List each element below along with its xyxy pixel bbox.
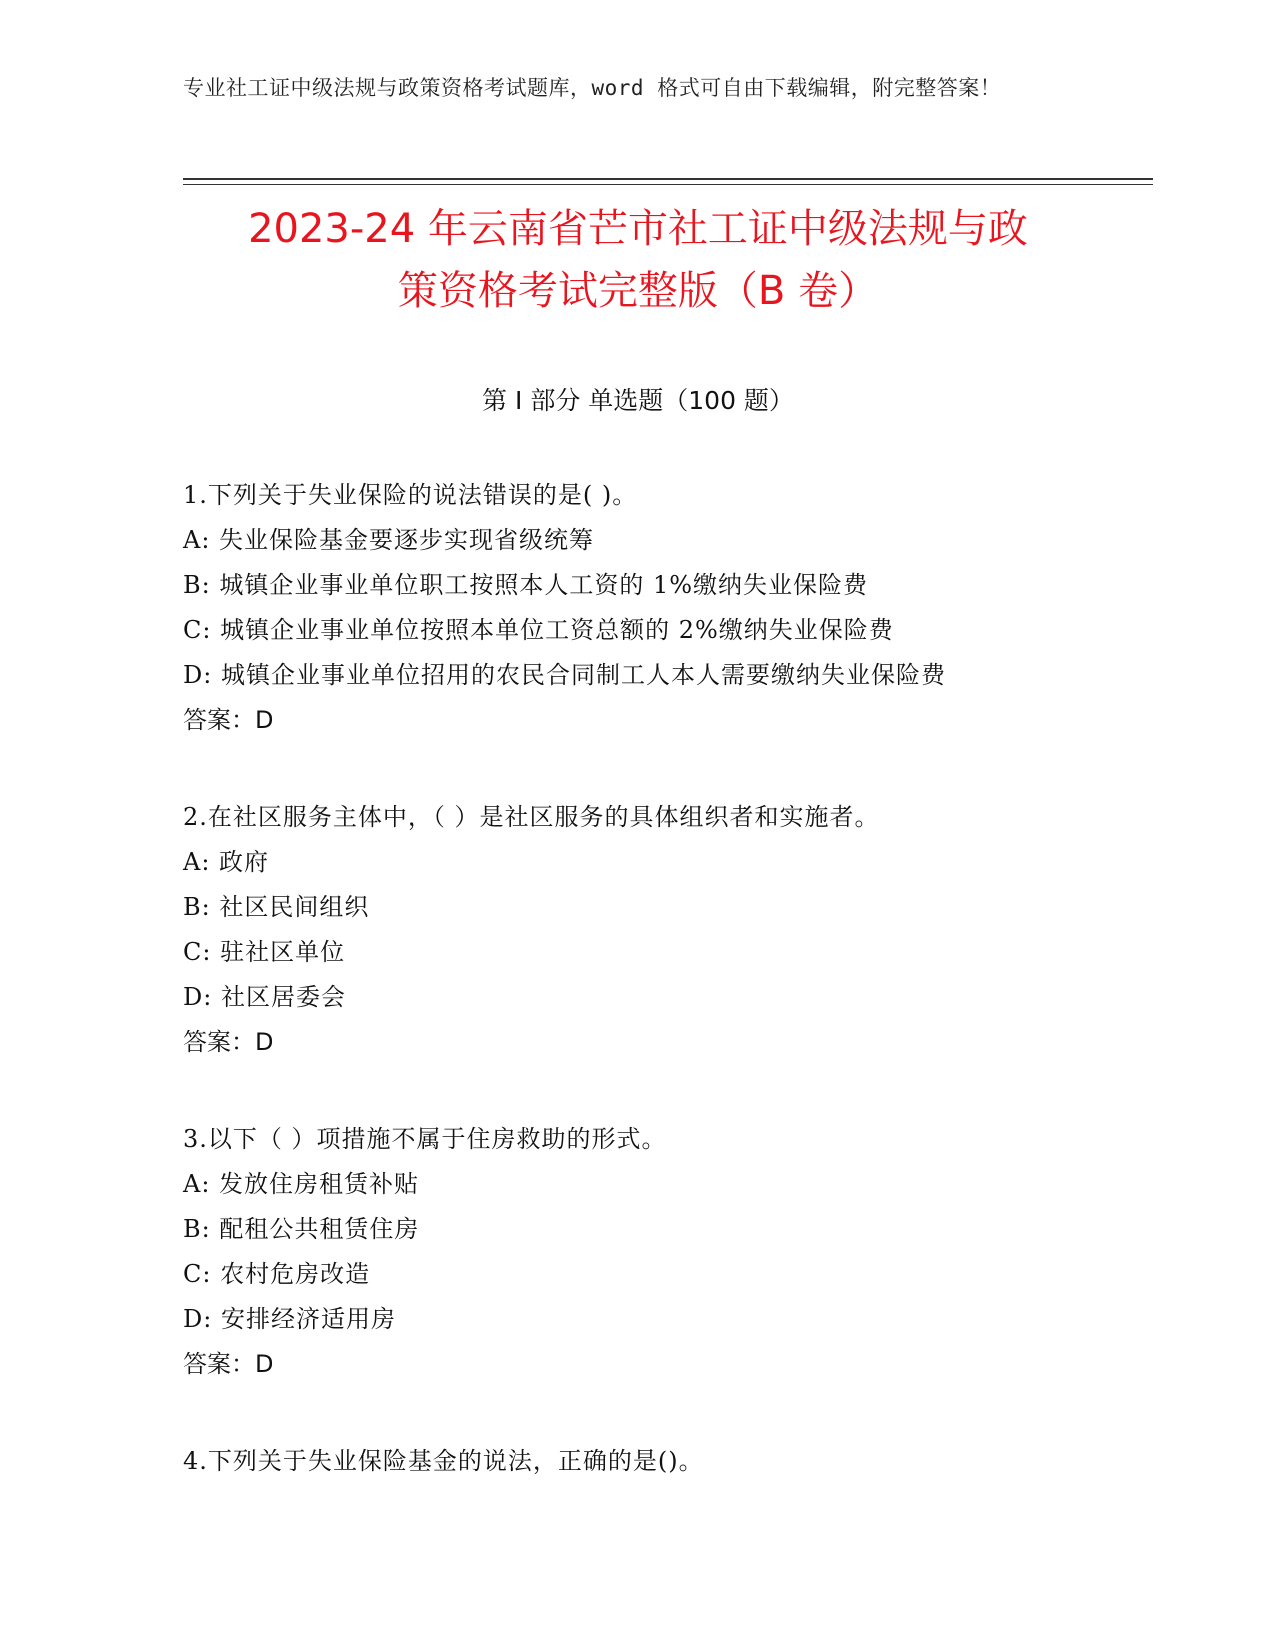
option-b: B: 社区民间组织 [183, 893, 370, 921]
option-b: B: 配租公共租赁住房 [183, 1215, 420, 1243]
section-title: 第 I 部分 单选题（100 题） [482, 386, 794, 415]
option-b: B: 城镇企业事业单位职工按照本人工资的 1%缴纳失业保险费 [183, 571, 869, 599]
header-divider-thin [183, 184, 1153, 185]
question-stem: 1.下列关于失业保险的说法错误的是( )。 [183, 481, 638, 509]
header-note: 专业社工证中级法规与政策资格考试题库，word 格式可自由下载编辑，附完整答案！ [183, 76, 1002, 100]
option-d: D: 安排经济适用房 [183, 1305, 396, 1333]
option-c: C: 农村危房改造 [183, 1260, 371, 1288]
option-a: A: 发放住房租赁补贴 [183, 1170, 420, 1198]
question-3 [183, 1117, 1143, 1387]
option-d: D: 城镇企业事业单位招用的农民合同制工人本人需要缴纳失业保险费 [183, 661, 946, 689]
option-c: C: 驻社区单位 [183, 938, 346, 966]
option-a: A: 失业保险基金要逐步实现省级统筹 [183, 526, 595, 554]
document-title-line-2: 策资格考试完整版（B 卷） [397, 268, 879, 314]
question-4 [183, 1439, 1143, 1484]
answer: 答案：D [183, 1350, 274, 1378]
question-stem: 3.以下（ ）项措施不属于住房救助的形式。 [183, 1125, 667, 1153]
option-a: A: 政府 [183, 848, 270, 876]
question-stem: 2.在社区服务主体中，（ ）是社区服务的具体组织者和实施者。 [183, 803, 880, 831]
answer: 答案：D [183, 1028, 274, 1056]
option-d: D: 社区居委会 [183, 983, 346, 1011]
question-list [183, 473, 1143, 1536]
option-c: C: 城镇企业事业单位按照本单位工资总额的 2%缴纳失业保险费 [183, 616, 894, 644]
document-title [183, 198, 1093, 322]
header-divider-thick [183, 178, 1153, 180]
question-stem: 4.下列关于失业保险基金的说法，正确的是()。 [183, 1447, 704, 1475]
question-1 [183, 473, 1143, 743]
answer: 答案：D [183, 706, 274, 734]
question-2 [183, 795, 1143, 1065]
document-title-line-1: 2023-24 年云南省芒市社工证中级法规与政 [248, 206, 1028, 252]
